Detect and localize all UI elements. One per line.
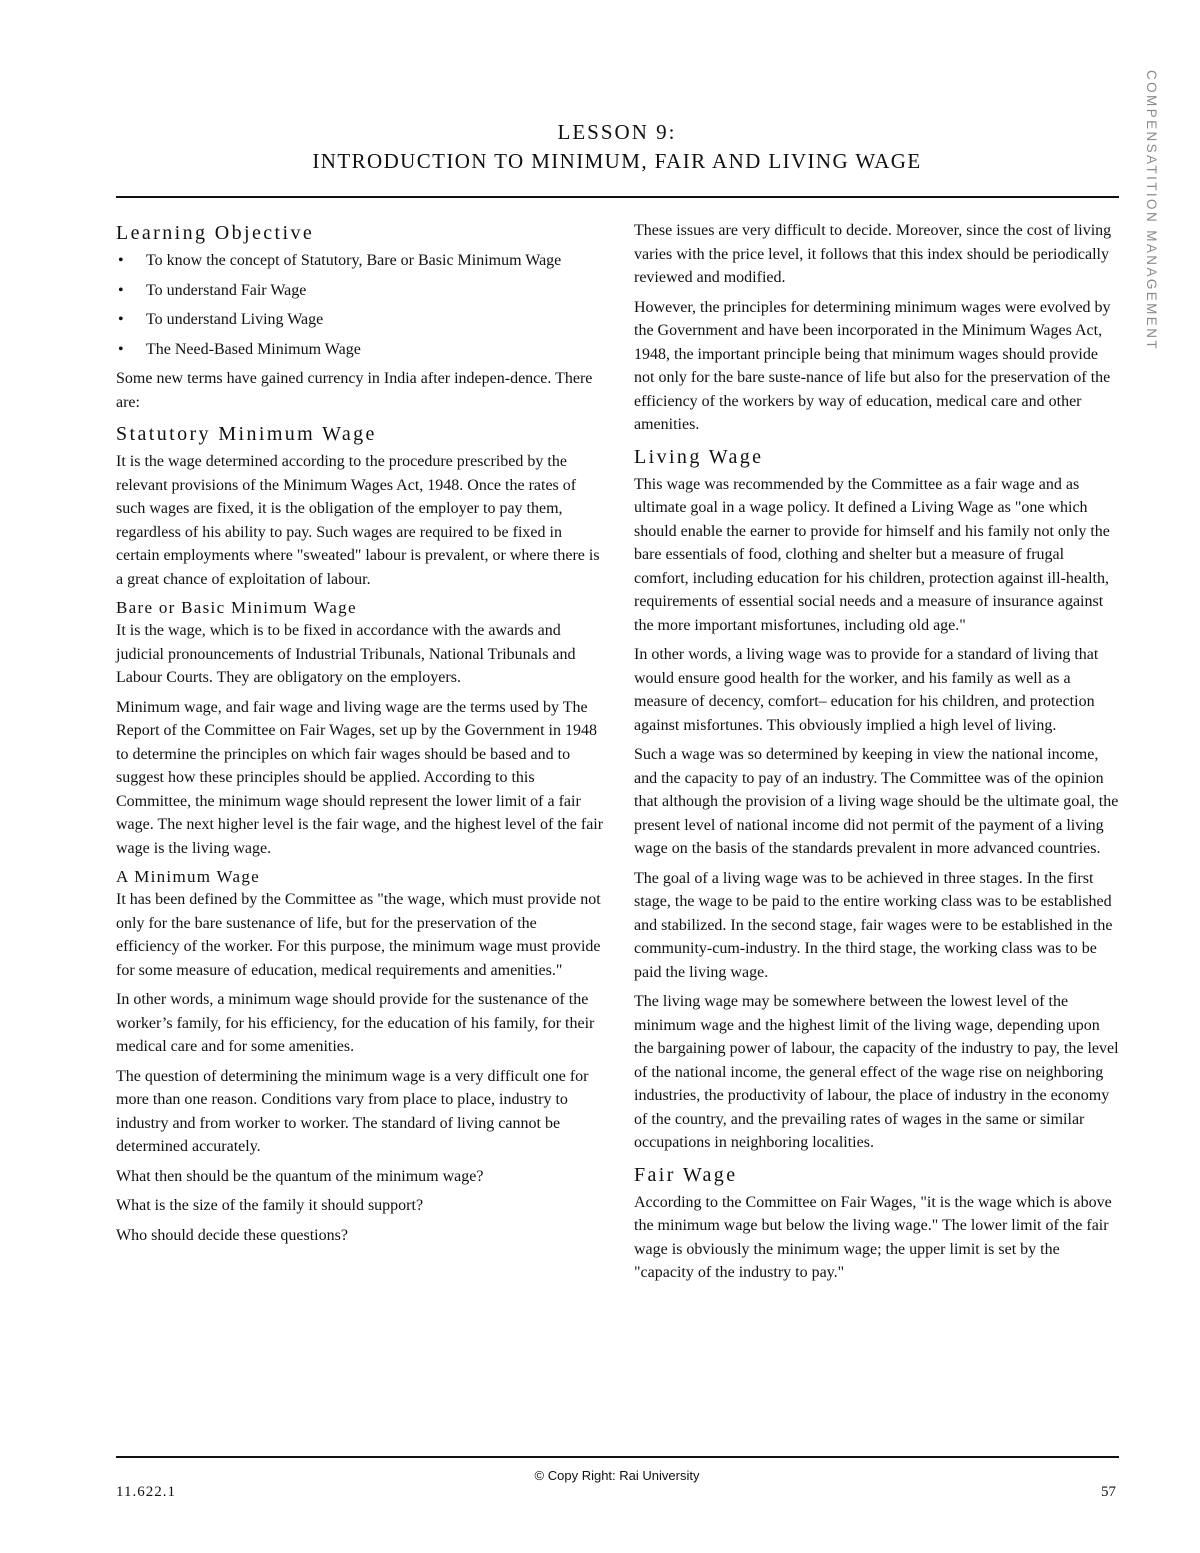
minimum-paragraph-2: In other words, a minimum wage should provide for the sustenance of the worker’s family, for his efficiency, for the education of his family, for their medical care and for some amenities. (116, 991, 595, 1055)
left-column (116, 219, 604, 1253)
question-3: Who should decide these questions? (116, 1226, 348, 1244)
bullet-icon: • (118, 340, 124, 358)
learning-objective-heading: Learning Objective (116, 222, 315, 244)
living-wage-heading: Living Wage (634, 445, 764, 468)
bullet-icon: • (118, 311, 124, 328)
minimum-paragraph-1: It has been defined by the Committee as "the wage, which must provide not only for the bare sustenance of life, but for the preservation of the efficiency of the worker. For this purpose, the minimum wage must provide for some measure of education, medical requirements and amenities." (116, 891, 601, 979)
minimum-paragraph-3: The question of determining the minimum wage is a very difficult one for more than one reason. Conditions vary from place to place, industry to industry and from worker to worker. The standard of living cannot be determined accurately. (116, 1067, 589, 1155)
header-divider (116, 196, 1119, 198)
side-section-label: COMPENSATITION MANAGEMENT (1144, 70, 1159, 352)
fair-wage-heading: Fair Wage (634, 1163, 738, 1186)
right-column (634, 219, 1120, 1291)
principles-paragraph: However, the principles for determining minimum wages were evolved by the Government and have been incorporated in the Minimum Wages Act, 1948, the important principle being that minimum wages should provide not only for the bare suste-nance of life but also for the preservation of the efficiency of the workers by way of education, medical care and other amenities. (634, 298, 1111, 433)
lesson-header (116, 118, 1118, 176)
a-minimum-wage-heading: A Minimum Wage (116, 867, 261, 886)
lesson-title: INTRODUCTION TO MINIMUM, FAIR AND LIVING WAGE (312, 149, 922, 173)
bare-paragraph-2: Minimum wage, and fair wage and living wage are the terms used by The Report of the Committee on Fair Wages, set up by the Government in 1948 to determine the principles on which fair wages should be based and to suggest how these principles should be applied. According to this Committee, the minimum wage should represent the lower limit of a fair wage. The next higher level is the fair wage, and the highest level of the fair wage is the living wage. (116, 698, 604, 857)
objectives-list (116, 249, 604, 361)
statutory-minimum-wage-heading: Statutory Minimum Wage (116, 423, 377, 445)
living-paragraph-2: In other words, a living wage was to provide for a standard of living that would ensure good health for the worker, and his family as well as a measure of decency, comfort– education for his children, and protection against misfortunes. This obviously implied a high level of living. (634, 646, 1099, 734)
page-number: 57 (1101, 1484, 1116, 1500)
copyright-notice: © Copy Right: Rai University (534, 1468, 700, 1483)
statutory-paragraph: It is the wage determined according to the procedure prescribed by the relevant provisions of the Minimum Wages Act, 1948. Once the rates of such wages are fixed, it is the obligation of the employer to pay them, regardless of his ability to pay. Such wages are required to be fixed in certain employments where "sweated" labour is prevalent, or where there is a great chance of exploitation of labour. (116, 453, 600, 588)
living-paragraph-5: The living wage may be somewhere between the lowest level of the minimum wage and the highest limit of the living wage, depending upon the bargaining power of labour, the capacity of the industry to pay, the level of the national income, the general effect of the wage rise on neighboring industries, the productivity of labour, the place of industry in the economy of the country, and the prevailing rates of wages in the same or similar occupations in neighboring localities. (634, 993, 1119, 1151)
bullet-icon: • (118, 252, 124, 269)
objective-item (116, 338, 604, 362)
living-paragraph-3: Such a wage was so determined by keeping in view the national income, and the capacity to pay of an industry. The Committee was of the opinion that although the provision of a living wage should be the ultimate goal, the present level of national income did not permit of the payment of a living wage on the basis of the standards prevalent in more advanced countries. (634, 746, 1119, 857)
objective-item (116, 279, 604, 303)
objective-item (116, 308, 604, 332)
footer-divider (116, 1456, 1119, 1458)
question-2: What is the size of the family it should support? (116, 1197, 424, 1214)
issues-paragraph: These issues are very difficult to decide. Moreover, since the cost of living varies with the price level, it follows that this index should be periodically reviewed and modified. (634, 222, 1112, 286)
bullet-icon: • (118, 281, 124, 299)
objective-text: To understand Fair Wage (146, 281, 307, 299)
objective-item (116, 249, 604, 273)
bare-paragraph-1: It is the wage, which is to be fixed in accordance with the awards and judicial pronouncements of Industrial Tribunals, National Tribunals and Labour Courts. They are obligatory on the employers. (116, 622, 576, 686)
living-paragraph-1: This wage was recommended by the Committee as a fair wage and as ultimate goal in a wage policy. It defined a Living Wage as "one which should enable the earner to provide for himself and his family not only the bare essentials of food, clothing and shelter but a measure of frugal comfort, including education for his children, protection against ill-health, requirements of essential social needs and a measure of insurance against the more important misfortunes, including old age." (634, 475, 1110, 634)
question-1: What then should be the quantum of the minimum wage? (116, 1167, 484, 1185)
course-code: 11.622.1 (116, 1484, 176, 1500)
objective-text: The Need-Based Minimum Wage (146, 340, 361, 358)
bare-minimum-wage-heading: Bare or Basic Minimum Wage (116, 598, 357, 617)
fair-paragraph: According to the Committee on Fair Wages, "it is the wage which is above the minimum wage but below the living wage." The lower limit of the fair wage is obviously the minimum wage; the upper limit is set by the "capacity of the industry to pay." (634, 1193, 1112, 1281)
living-paragraph-4: The goal of a living wage was to be achieved in three stages. In the first stage, the wage to be paid to the entire working class was to be established and stabilized. In the second stage, fair wages were to be established in the community-cum-industry. In the third stage, the working class was to be paid the living wage. (634, 869, 1113, 981)
objective-text: To know the concept of Statutory, Bare or Basic Minimum Wage (146, 252, 562, 269)
lesson-number: LESSON 9: (557, 120, 677, 144)
objective-text: To understand Living Wage (146, 311, 324, 328)
intro-paragraph: Some new terms have gained currency in India after indepen-dence. There are: (116, 370, 593, 411)
